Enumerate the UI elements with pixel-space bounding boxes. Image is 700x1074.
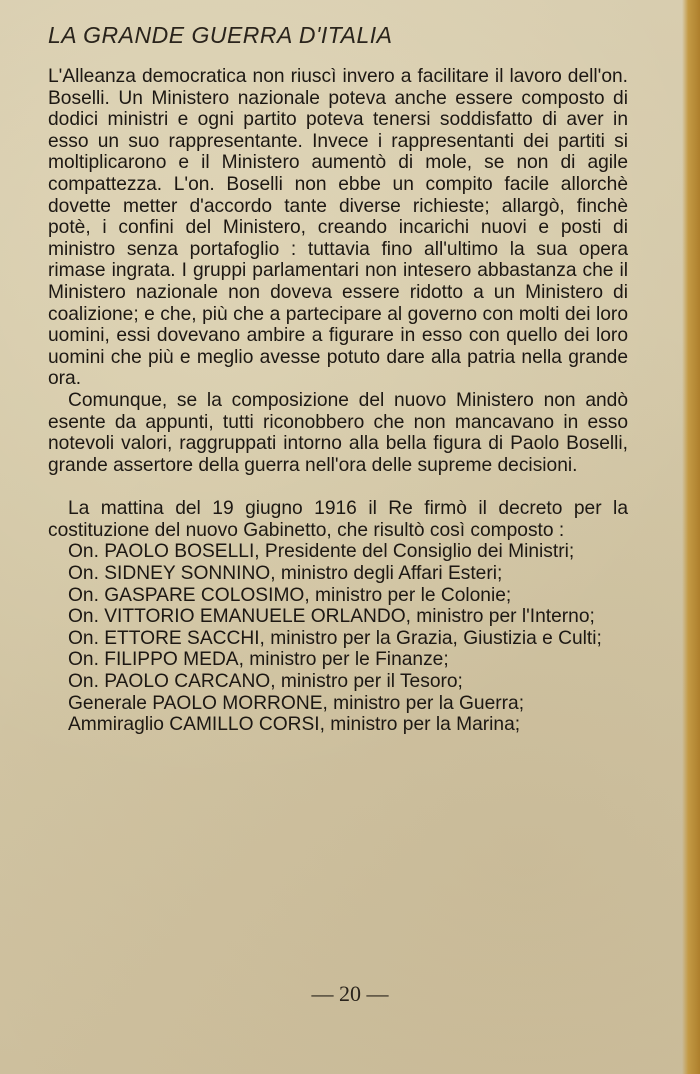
- minister-item: On. ETTORE SACCHI, ministro per la Grazia, Giustizia e Culti;: [68, 627, 602, 649]
- paragraph-decreto: La mattina del 19 giugno 1916 il Re firmò il decreto per la costituzione del nuovo Gabinetto, che risultò così composto :: [48, 498, 628, 541]
- section-gap: [48, 476, 628, 498]
- page-body: [48, 66, 628, 736]
- minister-item: On. PAOLO BOSELLI, Presidente del Consiglio dei Ministri;: [68, 541, 575, 563]
- minister-item: On. PAOLO CARCANO, ministro per il Tesoro;: [68, 671, 463, 693]
- page-number: — 20 —: [311, 981, 389, 1006]
- paragraph-comunque: Comunque, se la composizione del nuovo Ministero non andò esente da appunti, tutti riconobbero che non mancavano in esso notevoli valori, raggruppati intorno alla bella figura di Paolo Boselli, grande assertore della guerra nell'ora delle supreme decisioni.: [48, 389, 628, 476]
- minister-item: On. SIDNEY SONNINO, ministro degli Affari Esteri;: [68, 563, 503, 585]
- minister-item: Generale PAOLO MORRONE, ministro per la Guerra;: [68, 692, 525, 714]
- minister-item: Ammiraglio CAMILLO CORSI, ministro per la Marina;: [68, 714, 521, 736]
- minister-item: On. FILIPPO MEDA, ministro per le Finanze;: [68, 649, 449, 671]
- minister-item: On. GASPARE COLOSIMO, ministro per le Colonie;: [68, 584, 512, 606]
- running-header: LA GRANDE GUERRA D'ITALIA: [48, 22, 393, 48]
- ministers-list: [48, 541, 628, 735]
- page-edge: [682, 0, 700, 1074]
- minister-item: On. VITTORIO EMANUELE ORLANDO, ministro per l'Interno;: [68, 606, 595, 628]
- paragraph-alleanza: L'Alleanza democratica non riuscì invero a facilitare il lavoro dell'on. Boselli. Un Ministero nazionale poteva anche essere composto di dodici ministri e ogni partito poteva tenersi soddisfatto di aver in esso un suo rappresentante. Invece i rappresentanti dei partiti si moltiplicarono e il Ministero aumentò di mole, se non di agile compattezza. L'on. Boselli non ebbe un compito facile allorchè dovette metter d'accordo tante diverse richieste; allargò, finchè potè, i confini del Ministero, creando incarichi nuovi e posti di ministro senza portafoglio : tuttavia fino all'ultimo la sua opera rimase ingrata. I gruppi parlamentari non intesero abbastanza che il Ministero nazionale non doveva essere ridotto a un Ministero di coalizione; e che, più che a partecipare al governo con molti dei loro uomini, essi dovevano ambire a figurare in esso con quello dei loro uomini che più e meglio avesse potuto dare alla patria nella grande ora.: [48, 66, 628, 390]
